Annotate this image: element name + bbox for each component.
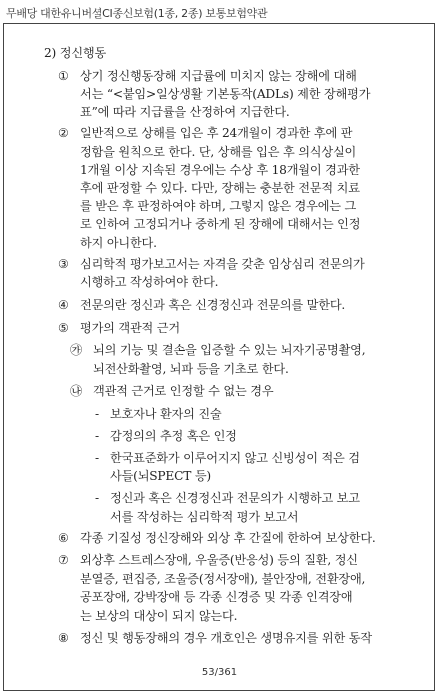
item-2-line-2: 정함을 원칙으로 한다. 단, 상해를 입은 후 의식상실이 (80, 145, 357, 159)
item-8-marker: ⑧ (58, 631, 69, 645)
section-title: 2) 정신행동 (44, 46, 107, 60)
subitem-ga-line-2: 뇌전산화촬영, 뇌파 등을 기초로 한다. (93, 362, 289, 376)
item-5-line-1: 평가의 객관적 근거 (80, 321, 180, 335)
item-5-marker: ⑤ (58, 321, 69, 335)
item-4-marker: ④ (58, 298, 69, 312)
item-2-line-4: 후에 판정할 수 있다. 다만, 장해는 충분한 전문적 치료 (80, 181, 360, 195)
dash-item-1-marker: - (95, 407, 99, 421)
item-2-marker: ② (58, 126, 69, 140)
page-number: 53/361 (201, 667, 238, 678)
dash-item-1-line-1: 보호자나 환자의 진술 (110, 407, 222, 421)
item-2-line-7: 하지 아니한다. (80, 236, 157, 250)
item-2-line-6: 로 인하여 고정되거나 중하게 된 장해에 대해서는 인정 (80, 217, 361, 231)
item-6-marker: ⑥ (58, 531, 69, 545)
item-1-line-1: 상기 정신행동장해 지급률에 미치지 않는 장해에 대해 (80, 69, 357, 83)
subitem-ga-marker: ㉮ (70, 343, 82, 357)
dash-item-2-marker: - (95, 429, 99, 443)
subitem-na-line-1: 객관적 근거로 인정할 수 없는 경우 (93, 384, 274, 398)
dash-item-3-line-2: 사들(뇌SPECT 등) (110, 469, 211, 483)
item-7-marker: ⑦ (58, 553, 69, 567)
dash-item-4-line-2: 서를 작성하는 심리학적 평가 보고서 (110, 510, 299, 524)
item-7-line-4: 는 보상의 대상이 되지 않는다. (80, 609, 238, 623)
item-4-line-1: 전문의란 정신과 혹은 신경정신과 전문의를 말한다. (80, 298, 346, 312)
item-2-line-3: 1개월 이상 지속된 경우에는 수상 후 18개월이 경과한 (80, 163, 360, 177)
item-2-line-1: 일반적으로 상해를 입은 후 24개월이 경과한 후에 판 (80, 126, 353, 140)
dash-item-3-line-1: 한국표준화가 이루어지지 않고 신빙성이 적은 검 (110, 451, 360, 465)
item-6-line-1: 각종 기질성 정신장해와 외상 후 간질에 한하여 보상한다. (80, 531, 376, 545)
item-8-line-1: 정신 및 행동장해의 경우 개호인은 생명유지를 위한 동작 (80, 631, 372, 645)
item-3-line-1: 심리학적 평가보고서는 자격을 갖춘 임상심리 전문의가 (80, 257, 365, 271)
dash-item-3-marker: - (95, 451, 99, 465)
item-1-line-3: 표”에 따라 지급률을 산정하여 지급한다. (80, 105, 290, 119)
item-7-line-3: 공포장애, 강박장애 등 각종 신경증 및 각종 인격장애 (80, 590, 353, 604)
item-3-line-2: 시행하고 작성하여야 한다. (80, 275, 219, 289)
item-7-line-1: 외상후 스트레스장애, 우울증(반응성) 등의 질환, 정신 (80, 553, 358, 567)
item-1-marker: ① (58, 69, 69, 83)
dash-item-4-marker: - (95, 491, 99, 505)
item-1-line-2: 서는 “<붙임>일상생활 기본동작(ADLs) 제한 장해평가 (80, 87, 371, 101)
dash-item-4-line-1: 정신과 혹은 신경정신과 전문의가 시행하고 보고 (110, 491, 360, 505)
subitem-ga-line-1: 뇌의 기능 및 결손을 입증할 수 있는 뇌자기공명촬영, (93, 343, 366, 357)
subitem-na-marker: ㉯ (70, 384, 82, 398)
item-2-line-5: 를 받은 후 판정하여야 하며, 그렇지 않은 경우에는 그 (80, 199, 357, 213)
document-header: 무배당 대한유니버셜CI종신보험(1종, 2종) 보통보험약관 (6, 7, 268, 20)
dash-item-2-line-1: 감정의의 추정 혹은 인정 (110, 429, 237, 443)
item-3-marker: ③ (58, 257, 69, 271)
item-7-line-2: 분열증, 편집증, 조울증(정서장애), 불안장애, 전환장애, (80, 572, 366, 586)
